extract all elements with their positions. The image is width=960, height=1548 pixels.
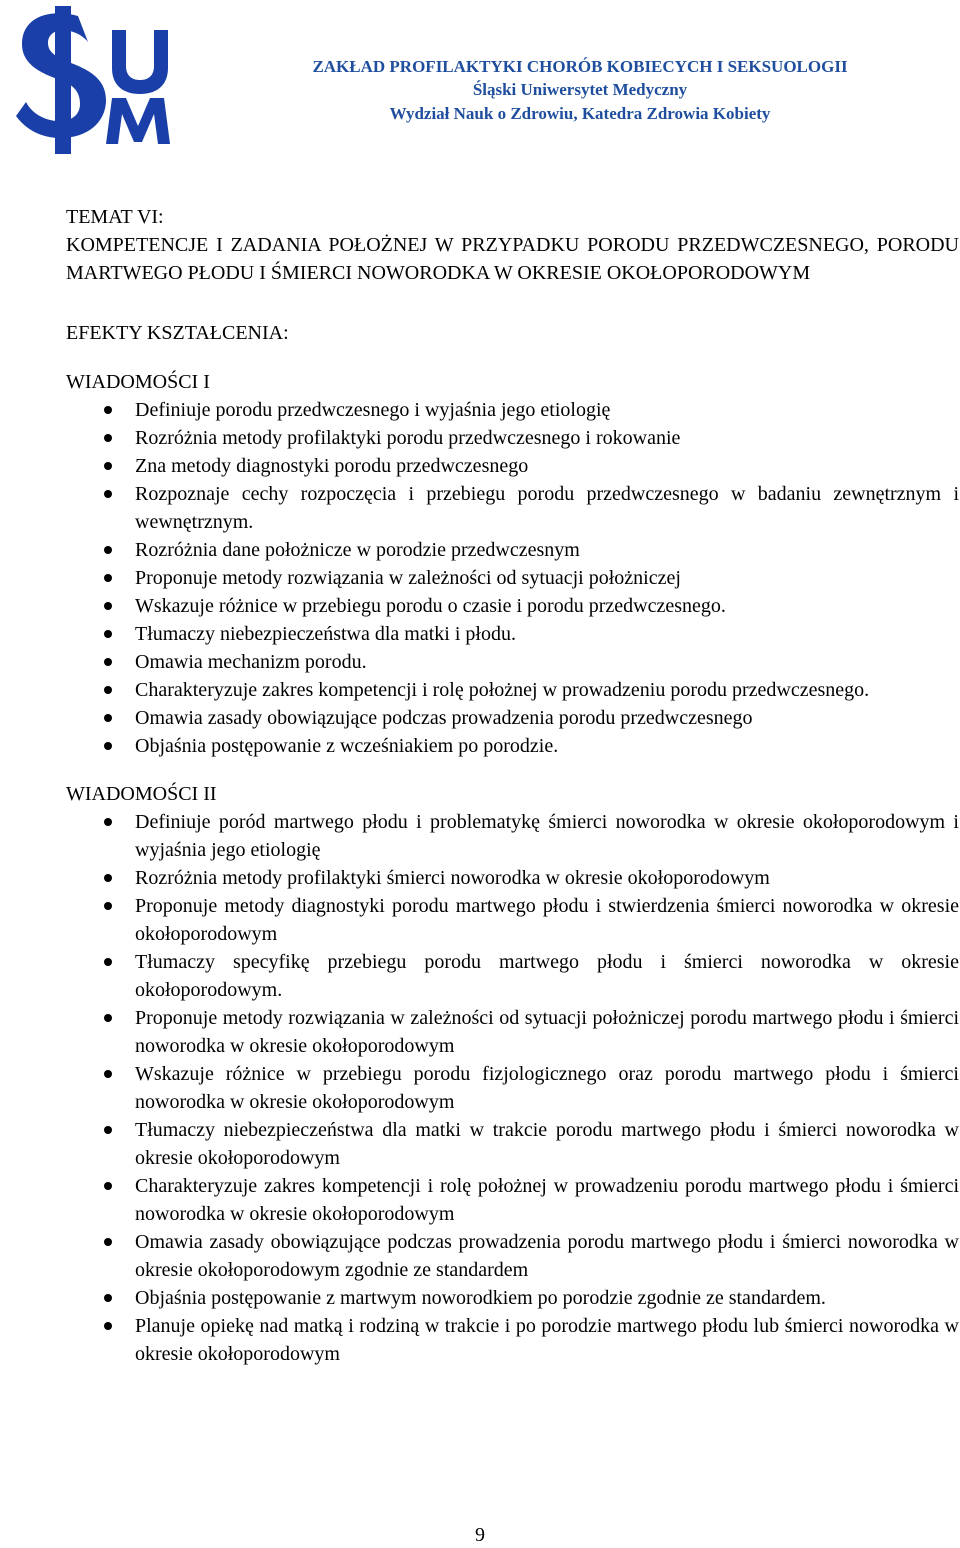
list-item: Definiuje poród martwego płodu i problematykę śmierci noworodka w okresie okołoporodowym i wyjaśnia jego etiologię (66, 808, 959, 864)
list-item: Proponuje metody rozwiązania w zależności od sytuacji położniczej (66, 564, 959, 592)
section-heading-knowledge-1: WIADOMOŚCI I (66, 371, 210, 393)
list-item: Planuje opiekę nad matką i rodziną w trakcie i po porodzie martwego płodu lub śmierci noworodka w okresie okołoporodowym (66, 1312, 959, 1368)
sum-logo-icon (8, 4, 198, 156)
list-item: Omawia zasady obowiązujące podczas prowadzenia porodu przedwczesnego (66, 704, 959, 732)
list-item: Tłumaczy niebezpieczeństwa dla matki i płodu. (66, 620, 959, 648)
knowledge-2-list (66, 808, 959, 1368)
list-item: Proponuje metody rozwiązania w zależności od sytuacji położniczej porodu martwego płodu i śmierci noworodka w okresie okołoporodowym (66, 1004, 959, 1060)
list-item: Rozróżnia dane położnicze w porodzie przedwczesnym (66, 536, 959, 564)
topic-title: KOMPETENCJE I ZADANIA POŁOŻNEJ W PRZYPADKU PORODU PRZEDWCZESNEGO, PORODU MARTWEGO PŁODU I ŚMIERCI NOWORODKA W OKRESIE OKOŁOPORODOWYM (66, 234, 959, 284)
document-header (200, 56, 960, 126)
list-item: Proponuje metody diagnostyki porodu martwego płodu i stwierdzenia śmierci noworodka w okresie okołoporodowym (66, 892, 959, 948)
list-item: Charakteryzuje zakres kompetencji i rolę położnej w prowadzeniu porodu martwego płodu i śmierci noworodka w okresie okołoporodowym (66, 1172, 959, 1228)
list-item: Rozróżnia metody profilaktyki śmierci noworodka w okresie okołoporodowym (66, 864, 959, 892)
faculty-name: Wydział Nauk o Zdrowiu, Katedra Zdrowia Kobiety (389, 104, 771, 123)
list-item: Omawia zasady obowiązujące podczas prowadzenia porodu martwego płodu i śmierci noworodka w okresie okołoporodowym zgodnie ze standardem (66, 1228, 959, 1284)
list-item: Wskazuje różnice w przebiegu porodu fizjologicznego oraz porodu martwego płodu i śmierci noworodka w okresie okołoporodowym (66, 1060, 959, 1116)
list-item: Tłumaczy niebezpieczeństwa dla matki w trakcie porodu martwego płodu i śmierci noworodka w okresie okołoporodowym (66, 1116, 959, 1172)
section-heading-knowledge-2: WIADOMOŚCI II (66, 783, 217, 805)
list-item: Rozpoznaje cechy rozpoczęcia i przebiegu porodu przedwczesnego w badaniu zewnętrznym i wewnętrznym. (66, 480, 959, 536)
university-name: Śląski Uniwersytet Medyczny (472, 80, 688, 99)
knowledge-1-list (66, 396, 959, 760)
effects-heading: EFEKTY KSZTAŁCENIA: (66, 322, 289, 344)
list-item: Objaśnia postępowanie z wcześniakiem po porodzie. (66, 732, 959, 760)
list-item: Rozróżnia metody profilaktyki porodu przedwczesnego i rokowanie (66, 424, 959, 452)
list-item: Tłumaczy specyfikę przebiegu porodu martwego płodu i śmierci noworodka w okresie okołoporodowym. (66, 948, 959, 1004)
topic-label: TEMAT VI: (66, 206, 164, 228)
list-item: Omawia mechanizm porodu. (66, 648, 959, 676)
document-body (66, 203, 959, 1368)
department-name: ZAKŁAD PROFILAKTYKI CHORÓB KOBIECYCH I SEKSUOLOGII (312, 57, 848, 76)
list-item: Definiuje porodu przedwczesnego i wyjaśnia jego etiologię (66, 396, 959, 424)
page-number: 9 (475, 1524, 485, 1546)
list-item: Charakteryzuje zakres kompetencji i rolę położnej w prowadzeniu porodu przedwczesnego. (66, 676, 959, 704)
list-item: Wskazuje różnice w przebiegu porodu o czasie i porodu przedwczesnego. (66, 592, 959, 620)
university-logo (8, 4, 198, 156)
list-item: Zna metody diagnostyki porodu przedwczesnego (66, 452, 959, 480)
list-item: Objaśnia postępowanie z martwym noworodkiem po porodzie zgodnie ze standardem. (66, 1284, 959, 1312)
